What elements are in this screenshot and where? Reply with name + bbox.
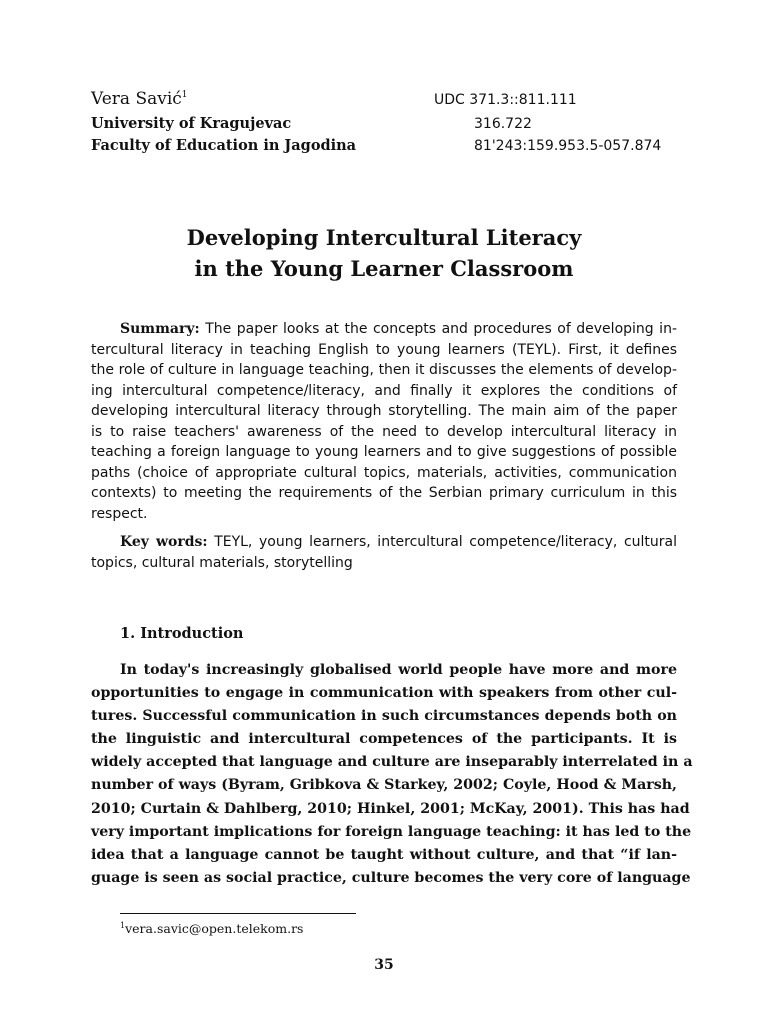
keywords-line	[91, 532, 677, 553]
title-line-2: in the Young Learner Classroom	[194, 256, 574, 281]
affiliation-faculty: Faculty of Education in Jagodina	[91, 137, 357, 154]
summary-line: is to raise teachers' awareness of the need to develop intercultural literacy in	[91, 423, 677, 440]
udc-code-2: 316.722	[474, 116, 532, 132]
summary-line: paths (choice of appropriate cultural topics, materials, activities, communication	[91, 464, 677, 481]
title-line-1: Developing Intercultural Literacy	[186, 225, 582, 250]
summary-line: developing intercultural literacy through storytelling. The main aim of the paper	[91, 403, 677, 419]
paragraph-line: number of ways (Byram, Gribkova & Starkey, 2002; Coyle, Hood & Marsh,	[91, 777, 677, 794]
summary-label: Summary:	[120, 321, 200, 337]
udc-code-1: UDC 371.3::811.111	[434, 92, 577, 108]
paragraph-line: guage is seen as social practice, culture becomes the very core of language	[91, 869, 691, 886]
abstract-summary	[91, 319, 677, 524]
keywords-line: topics, cultural materials, storytelling	[91, 554, 353, 571]
summary-line	[91, 319, 677, 340]
footnote-mark: 1	[120, 921, 126, 930]
section-heading	[120, 625, 243, 642]
keywords	[91, 532, 677, 573]
paragraph-line: the linguistic and intercultural competences of the participants. It is	[91, 731, 677, 748]
footnote-email-link[interactable]: vera.savic@open.telekom.rs	[125, 921, 304, 936]
paragraph-line: very important implications for foreign language teaching: it has led to the	[91, 823, 692, 840]
introduction-paragraph	[91, 659, 693, 890]
author-name	[91, 91, 188, 108]
page-number: 35	[374, 957, 394, 973]
section-number: 1	[120, 625, 131, 642]
paragraph-line: tures. Successful communication in such circumstances depends both on	[91, 708, 677, 725]
affiliation-university: University of Kragujevac	[91, 115, 292, 132]
paragraph-line: widely accepted that language and culture are inseparably interrelated in a	[91, 754, 693, 771]
udc-code-3: 81'243:159.953.5-057.874	[474, 138, 662, 154]
author-footnote-mark: 1	[181, 90, 188, 100]
paragraph-line: In today's increasingly globalised world people have more and more	[120, 662, 677, 678]
section-title: . Introduction	[130, 625, 244, 642]
paper-title	[91, 222, 677, 284]
summary-line: teaching a foreign language to young learners and to give suggestions of possible	[91, 444, 677, 460]
summary-line: ing intercultural competence/literacy, and finally it explores the conditions of	[91, 382, 677, 399]
summary-line-text: The paper looks at the concepts and procedures of developing in-	[205, 321, 677, 337]
summary-line: contexts) to meeting the requirements of the Serbian primary curriculum in this	[91, 485, 677, 501]
keywords-text: TEYL, young learners, intercultural competence/literacy, cultural	[214, 534, 677, 550]
summary-line: respect.	[91, 505, 148, 522]
footnote	[120, 921, 303, 936]
paragraph-line: 2010; Curtain & Dahlberg, 2010; Hinkel, 2001; McKay, 2001). This has had	[91, 800, 690, 817]
author-name-text: Vera Savić	[91, 89, 182, 109]
footnote-divider	[120, 913, 356, 914]
summary-line: tercultural literacy in teaching English to young learners (TEYL). First, it defines	[91, 341, 677, 358]
keywords-label: Key words:	[120, 534, 208, 550]
summary-line: the role of culture in language teaching, then it discusses the elements of develop-	[91, 362, 677, 378]
paragraph-line: opportunities to engage in communication with speakers from other cul-	[91, 685, 677, 702]
paragraph-line: idea that a language cannot be taught without culture, and that “if lan-	[91, 846, 677, 863]
